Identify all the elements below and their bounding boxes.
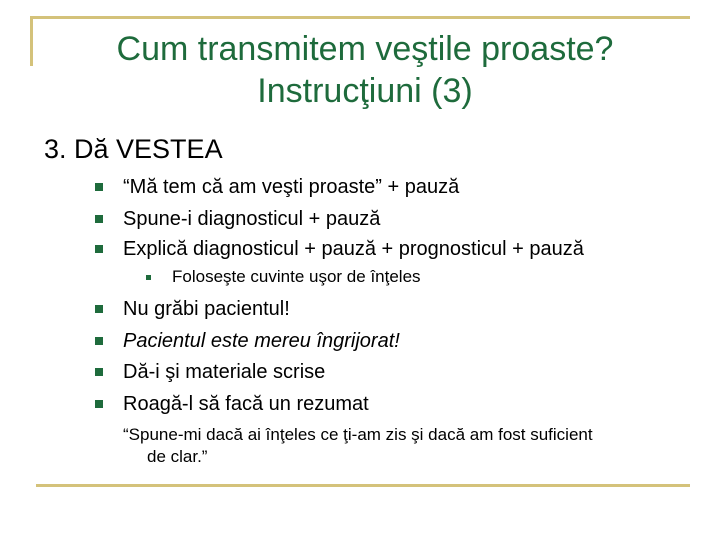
slide-title (40, 28, 690, 112)
square-bullet-icon (95, 245, 103, 253)
square-bullet-icon (95, 305, 103, 313)
quote-line-2: de clar.” (147, 447, 208, 466)
list-item-text: Dă-i şi materiale scrise (123, 361, 326, 383)
square-bullet-icon (95, 215, 103, 223)
list-item-text: Nu grăbi pacientul! (123, 298, 290, 320)
square-bullet-icon (95, 337, 103, 345)
frame-top-line (30, 16, 690, 19)
list-item-text: Spune-i diagnosticul + pauză (123, 208, 381, 230)
section-heading: 3. Dă VESTEA (44, 134, 223, 164)
list-item-text: “Mă tem că am veşti proaste” + pauză (123, 176, 460, 198)
small-square-bullet-icon (146, 275, 151, 280)
square-bullet-icon (95, 368, 103, 376)
title-line-2: Instrucţiuni (3) (257, 72, 473, 110)
quote-text (123, 424, 693, 468)
list-item-text: Pacientul este mereu îngrijorat! (123, 330, 400, 352)
frame-bottom-line (36, 484, 690, 487)
sub-list-item-text: Foloseşte cuvinte uşor de înţeles (172, 267, 421, 286)
title-line-1: Cum transmitem veştile proaste? (116, 30, 614, 68)
frame-left-line (30, 16, 33, 66)
square-bullet-icon (95, 400, 103, 408)
list-item-text: Explică diagnosticul + pauză + prognosticul + pauză (123, 238, 584, 260)
square-bullet-icon (95, 183, 103, 191)
quote-line-1: “Spune-mi dacă ai înţeles ce ţi-am zis şi dacă am fost suficient (123, 425, 593, 444)
list-item-text: Roagă-l să facă un rezumat (123, 393, 369, 415)
